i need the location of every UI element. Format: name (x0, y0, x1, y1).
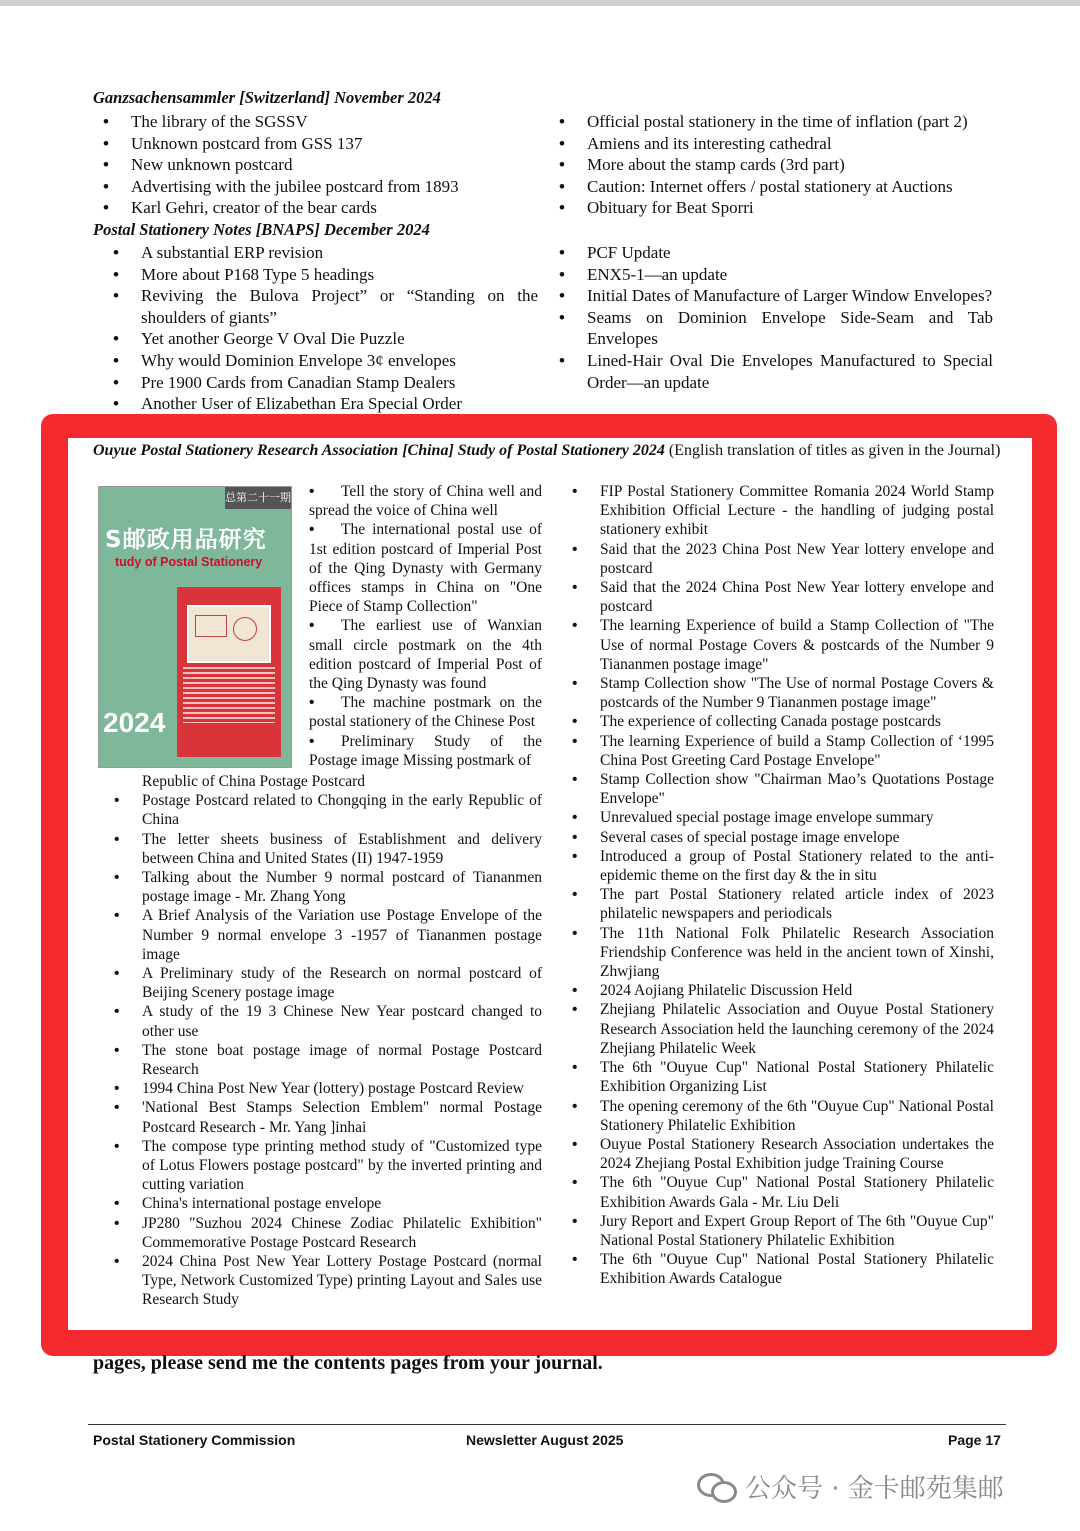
list-item: • The learning Experience of build a Stamp Collection of ‘1995 China Post Greeting Card Postage Envelope" (600, 732, 994, 770)
list-item: • Lined-Hair Oval Die Envelopes Manufactured to Special Order—an update (587, 350, 993, 393)
section-1-right-list (587, 111, 1007, 219)
list-item: • The stone boat postage image of normal Postage Postcard Research (142, 1041, 542, 1079)
list-item: • Why would Dominion Envelope 3¢ envelopes (141, 350, 538, 372)
footer-page-number: Page 17 (948, 1432, 1001, 1448)
section-2-left-list (141, 242, 538, 415)
list-item: • Advertising with the jubilee postcard from 1893 (131, 176, 551, 198)
list-item: • Obituary for Beat Sporri (587, 197, 1007, 219)
china-section (68, 438, 1032, 1330)
list-item: • Unrevalued special postage image envelope summary (600, 808, 994, 827)
journal-cover-image (98, 486, 292, 768)
cover-issue-number: 总第二十一期 (225, 487, 291, 509)
list-item: • More about the stamp cards (3rd part) (587, 154, 1007, 176)
list-item: • Preliminary Study of the Postage image Missing postmark of (309, 732, 542, 770)
list-item: • The 11th National Folk Philatelic Research Association Friendship Conference was held in the ancient town of Xinshi, Zhwjiang (600, 924, 994, 982)
list-item: • A Brief Analysis of the Variation use Postage Envelope of the Number 9 normal envelope 3 -1957 of Tiananmen postage image (142, 906, 542, 964)
list-item: • Ouyue Postal Stationery Research Association undertakes the 2024 Zhejiang Postal Exhibition judge Training Course (600, 1135, 994, 1173)
list-item: • Unknown postcard from GSS 137 (131, 133, 551, 155)
list-item: • The 6th "Ouyue Cup" National Postal Stationery Philatelic Exhibition Awards Gala - Mr. Liu Deli (600, 1173, 994, 1211)
china-col1-bottom-list (142, 772, 542, 1310)
list-item: • The international postal use of 1st edition postcard of Imperial Post of the Qing Dynasty with Germany offices stamps in China on "One Piece of Stamp Collection" (309, 520, 542, 616)
list-item: • A substantial ERP revision (141, 242, 538, 264)
top-edge (0, 0, 1080, 6)
list-item: • A study of the 19 3 Chinese New Year postcard changed to other use (142, 1002, 542, 1040)
closing-sentence: pages, please send me the contents pages from your journal. (93, 1352, 603, 1374)
list-item: • China's international postage envelope (142, 1194, 542, 1213)
cover-year: 2024 (103, 707, 166, 738)
list-item: • Amiens and its interesting cathedral (587, 133, 1007, 155)
list-item: • The experience of collecting Canada postage postcards (600, 712, 994, 731)
list-item: • A Preliminary study of the Research on normal postcard of Beijing Scenery postage image (142, 964, 542, 1002)
list-item: • Jury Report and Expert Group Report of The 6th "Ouyue Cup" National Postal Stationery Philatelic Exhibition (600, 1212, 994, 1250)
list-item: • The earliest use of Wanxian small circle postmark on the 4th edition postcard of Imperial Post of the Qing Dynasty was found (309, 616, 542, 693)
footer-divider (88, 1424, 1006, 1425)
list-item: • The library of the SGSSV (131, 111, 551, 133)
list-item: • Initial Dates of Manufacture of Larger Window Envelopes? (587, 285, 993, 307)
list-item: • 'National Best Stamps Selection Emblem" normal Postage Postcard Research - Mr. Yang ]inhai (142, 1098, 542, 1136)
list-item: • The letter sheets business of Establishment and delivery between China and United States (II) 1947-1959 (142, 830, 542, 868)
list-item: • Talking about the Number 9 normal postcard of Tiananmen postage image - Mr. Zhang Yong (142, 868, 542, 906)
list-item: • More about P168 Type 5 headings (141, 264, 538, 286)
list-item: • Tell the story of China well and spread the voice of China well (309, 482, 542, 520)
cover-english-title: tudy of Postal Stationery (115, 555, 263, 569)
china-col2-list (600, 482, 994, 1289)
list-item: • Said that the 2023 China Post New Year lottery envelope and postcard (600, 540, 994, 578)
china-section-title (93, 440, 1013, 461)
highlight-panel (41, 414, 1057, 1356)
list-item: • The 6th "Ouyue Cup" National Postal Stationery Philatelic Exhibition Awards Catalogue (600, 1250, 994, 1288)
list-item: • Caution: Internet offers / postal stationery at Auctions (587, 176, 1007, 198)
list-item: • FIP Postal Stationery Committee Romania 2024 World Stamp Exhibition Official Lecture - the handling of judging postal stationery exhibit (600, 482, 994, 540)
watermark-text: 公众号 · 金卡邮苑集邮 (745, 1474, 1004, 1504)
list-item: • New unknown postcard (131, 154, 551, 176)
list-item: • Another User of Elizabethan Era Special Order (141, 393, 538, 415)
list-item: • The learning Experience of build a Stamp Collection of "The Use of normal Postage Covers & postcards of the Number 9 Tiananmen postage image" (600, 616, 994, 674)
list-item: • The compose type printing method study of "Customized type of Lotus Flowers postage postcard" by the inverted printing and cutting variation (142, 1137, 542, 1195)
list-item: • The 6th "Ouyue Cup" National Postal Stationery Philatelic Exhibition Organizing List (600, 1058, 994, 1096)
wechat-icon (697, 1471, 737, 1503)
cover-postcard-picture (187, 605, 271, 663)
china-title-bold: Ouyue Postal Stationery Research Association [China] Study of Postal Stationery 2024 (93, 442, 665, 459)
list-item: • Official postal stationery in the time of inflation (part 2) (587, 111, 1007, 133)
list-item: • 2024 Aojiang Philatelic Discussion Held (600, 981, 994, 1000)
list-item: • Several cases of special postage image envelope (600, 828, 994, 847)
china-title-note: (English translation of titles as given in the Journal) (668, 442, 1001, 459)
list-item: • The machine postmark on the postal stationery of the Chinese Post (309, 693, 542, 731)
section-title-ganzsachensammler: Ganzsachensammler [Switzerland] November 2024 (93, 88, 441, 107)
cover-blurb-text (183, 667, 275, 723)
list-item: • Introduced a group of Postal Stationery related to the anti-epidemic theme on the first day & the in situ (600, 847, 994, 885)
list-item: • Stamp Collection show "Chairman Mao’s Quotations Postage Envelope" (600, 770, 994, 808)
list-item: • Zhejiang Philatelic Association and Ouyue Postal Stationery Research Association held the launching ceremony of the 2024 Zhejiang Philatelic Week (600, 1000, 994, 1058)
list-item-continuation: Republic of China Postage Postcard (142, 773, 365, 790)
list-item: • Said that the 2024 China Post New Year lottery envelope and postcard (600, 578, 994, 616)
list-item: • The part Postal Stationery related article index of 2023 philatelic newspapers and periodicals (600, 885, 994, 923)
cover-chinese-title: S邮政用品研究 (105, 527, 267, 553)
list-item: • Stamp Collection show "The Use of normal Postage Covers & postcards of the Number 9 Tiananmen postage image" (600, 674, 994, 712)
list-item: • JP280 "Suzhou 2024 Chinese Zodiac Philatelic Exhibition" Commemorative Postage Postcard Research (142, 1214, 542, 1252)
footer-center: Newsletter August 2025 (466, 1432, 624, 1448)
list-item: • Pre 1900 Cards from Canadian Stamp Dealers (141, 372, 538, 394)
list-item: • 2024 China Post New Year Lottery Postage Postcard (normal Type, Network Customized Type) printing Layout and Sales use Research Study (142, 1252, 542, 1310)
list-item: • ENX5-1—an update (587, 264, 993, 286)
list-item: • Reviving the Bulova Project” or “Standing on the shoulders of giants” (141, 285, 538, 328)
china-col1-top-list (309, 482, 542, 770)
watermark (697, 1468, 1004, 1505)
list-item: • Seams on Dominion Envelope Side-Seam and Tab Envelopes (587, 307, 993, 350)
footer-left: Postal Stationery Commission (93, 1432, 296, 1448)
list-item: • Yet another George V Oval Die Puzzle (141, 328, 538, 350)
section-1-left-list (131, 111, 551, 219)
list-item: • 1994 China Post New Year (lottery) postage Postcard Review (142, 1079, 542, 1098)
list-item: • Postage Postcard related to Chongqing in the early Republic of China (142, 791, 542, 829)
list-item: • Karl Gehri, creator of the bear cards (131, 197, 551, 219)
section-2-right-list (587, 242, 993, 393)
section-title-bnaps: Postal Stationery Notes [BNAPS] December 2024 (93, 220, 430, 239)
list-item: • PCF Update (587, 242, 993, 264)
list-item: • The opening ceremony of the 6th "Ouyue Cup" National Postal Stationery Philatelic Exhibition (600, 1097, 994, 1135)
